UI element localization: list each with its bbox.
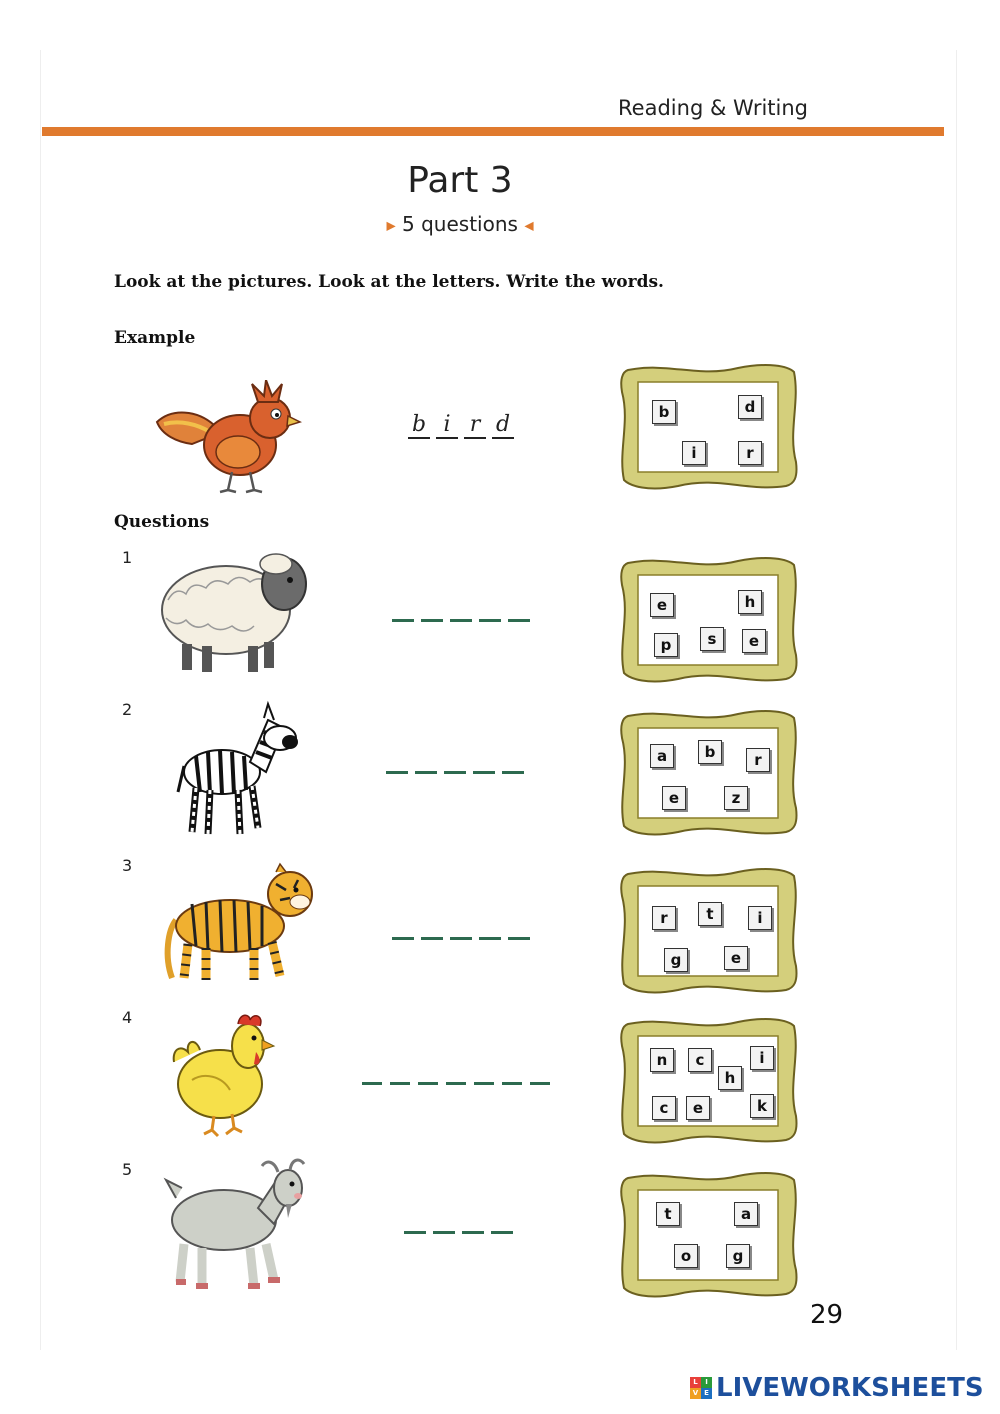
letter-tile: k — [750, 1094, 774, 1118]
liveworksheets-brand: LIVEWORKSHEETS — [716, 1373, 984, 1403]
letter-tile: e — [650, 593, 674, 617]
letter-tile: g — [726, 1244, 750, 1268]
letter-tile: g — [664, 948, 688, 972]
letter-frame-3 — [618, 866, 798, 994]
chicken-image — [170, 1010, 280, 1140]
letter-tile: r — [738, 441, 762, 465]
example-letter: d — [492, 412, 514, 439]
answer-dash — [530, 1082, 550, 1085]
letter-tile: t — [656, 1202, 680, 1226]
answer-blank[interactable] — [386, 771, 526, 775]
letter-tile: r — [652, 906, 676, 930]
goat-image — [162, 1158, 312, 1298]
example-word — [408, 412, 520, 439]
example-letter: i — [436, 412, 458, 439]
answer-dash — [421, 619, 443, 622]
wavy-frame-icon — [618, 1016, 798, 1144]
answer-dash — [362, 1082, 382, 1085]
answer-dash — [450, 937, 472, 940]
answer-dash — [479, 937, 501, 940]
wavy-frame-icon — [618, 362, 798, 490]
letter-tile: b — [698, 740, 722, 764]
bird-image — [152, 380, 302, 495]
answer-dash — [508, 619, 530, 622]
letter-tile: e — [724, 946, 748, 970]
wavy-frame-icon — [618, 866, 798, 994]
liveworksheets-mark-icon — [690, 1377, 712, 1399]
wavy-frame-icon — [618, 555, 798, 683]
instructions: Look at the pictures. Look at the letters. Write the words. — [114, 272, 664, 292]
answer-dash — [415, 771, 437, 774]
part-subtitle — [0, 212, 920, 236]
zebra-image — [176, 700, 301, 840]
example-label: Example — [114, 328, 196, 348]
letter-tile: r — [746, 748, 770, 772]
wavy-frame-icon — [618, 1170, 798, 1298]
answer-blank[interactable] — [362, 1082, 562, 1086]
answer-dash — [479, 619, 501, 622]
letter-tile: d — [738, 395, 762, 419]
letter-tile: c — [688, 1048, 712, 1072]
letter-tile: e — [662, 786, 686, 810]
triangle-left-icon: ◀ — [524, 218, 534, 233]
letter-tile: h — [718, 1066, 742, 1090]
wavy-frame-icon — [618, 708, 798, 836]
letter-tile: i — [750, 1046, 774, 1070]
answer-dash — [462, 1231, 484, 1234]
answer-dash — [444, 771, 466, 774]
subtitle-text: 5 questions — [402, 212, 518, 236]
answer-dash — [390, 1082, 410, 1085]
letter-tile: c — [652, 1096, 676, 1120]
question-number: 5 — [122, 1160, 133, 1179]
mark-letter: I — [701, 1377, 712, 1388]
header-divider — [42, 127, 944, 136]
tiger-image — [158, 860, 318, 985]
answer-dash — [450, 619, 472, 622]
answer-dash — [392, 937, 414, 940]
answer-dash — [421, 937, 443, 940]
example-letter: b — [408, 412, 430, 439]
answer-dash — [418, 1082, 438, 1085]
letter-tile: a — [734, 1202, 758, 1226]
mark-letter: V — [690, 1388, 701, 1399]
letter-frame-1 — [618, 555, 798, 683]
mark-letter: L — [690, 1377, 701, 1388]
answer-dash — [386, 771, 408, 774]
answer-dash — [446, 1082, 466, 1085]
triangle-right-icon: ▶ — [386, 218, 396, 233]
letter-tile: b — [652, 400, 676, 424]
letter-tile: i — [748, 906, 772, 930]
letter-frame-example — [618, 362, 798, 490]
answer-dash — [392, 619, 414, 622]
sheep-image — [156, 548, 311, 678]
answer-blank[interactable] — [392, 619, 532, 623]
letter-tile: p — [654, 633, 678, 657]
answer-dash — [508, 937, 530, 940]
answer-blank[interactable] — [392, 937, 532, 941]
liveworksheets-logo — [690, 1372, 984, 1404]
question-number: 1 — [122, 548, 133, 567]
question-number: 3 — [122, 856, 133, 875]
letter-tile: e — [686, 1096, 710, 1120]
page-number: 29 — [810, 1300, 844, 1330]
letter-tile: i — [682, 441, 706, 465]
letter-tile: n — [650, 1048, 674, 1072]
answer-dash — [404, 1231, 426, 1234]
answer-dash — [474, 1082, 494, 1085]
letter-tile: h — [738, 590, 762, 614]
answer-blank[interactable] — [404, 1231, 519, 1235]
answer-dash — [433, 1231, 455, 1234]
letter-tile: o — [674, 1244, 698, 1268]
questions-label: Questions — [114, 512, 210, 532]
answer-dash — [491, 1231, 513, 1234]
answer-dash — [502, 771, 524, 774]
mark-letter: E — [701, 1388, 712, 1399]
section-title: Reading & Writing — [618, 96, 808, 120]
question-number: 4 — [122, 1008, 133, 1027]
letter-tile: t — [698, 902, 722, 926]
letter-frame-4 — [618, 1016, 798, 1144]
answer-dash — [473, 771, 495, 774]
letter-tile: z — [724, 786, 748, 810]
letter-tile: a — [650, 744, 674, 768]
answer-dash — [502, 1082, 522, 1085]
part-title: Part 3 — [407, 160, 513, 201]
question-number: 2 — [122, 700, 133, 719]
letter-frame-2 — [618, 708, 798, 836]
letter-tile: s — [700, 627, 724, 651]
letter-frame-5 — [618, 1170, 798, 1298]
example-letter: r — [464, 412, 486, 439]
letter-tile: e — [742, 629, 766, 653]
